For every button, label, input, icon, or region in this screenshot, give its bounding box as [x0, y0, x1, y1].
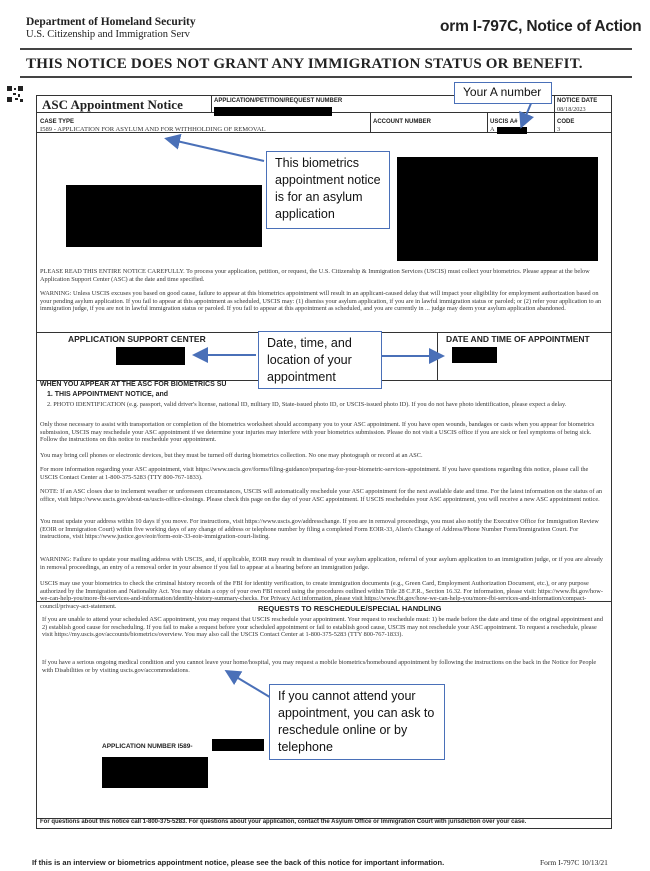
- case-type-label: CASE TYPE: [40, 119, 75, 125]
- footer-note: If this is an interview or biometrics appointment notice, please see the back of this notice for important information.: [32, 858, 445, 867]
- callout-biometrics: This biometrics appointment notice is for an asylum application: [266, 151, 390, 229]
- asc-label: APPLICATION SUPPORT CENTER: [68, 334, 206, 344]
- notice-date: 08/18/2023: [557, 106, 586, 113]
- callout-date-time: Date, time, and location of your appointment: [258, 331, 382, 389]
- homebound-paragraph: If you have a serious ongoing medical condition and you cannot leave your home/hospital, you may request a mobile biometrics/homebound appointment by following the instructions on the back in the Notice for People with Disabilities or by visiting uscis.gov/accommodations.: [42, 659, 597, 674]
- paragraph-devices: You may bring cell phones or electronic devices, but they must be turned off during biometrics collection. No one may photograph or record at an ASC.: [40, 452, 423, 459]
- questions-line: For questions about this notice call 1-800-375-5283. For questions about your application, contact the Asylum Office or Immigration Court with jurisdiction over your case.: [40, 819, 527, 825]
- arrow-a-number: [522, 101, 532, 125]
- callout-reschedule: If you cannot attend your appointment, you can ask to reschedule online or by telephone: [269, 684, 445, 760]
- read-notice-text: PLEASE READ THIS ENTIRE NOTICE CAREFULLY. To process your application, petition, or request, the U.S. Citizenship & Immigration Services (USCIS) must collect your biometrics. Please appear at the below Application Support Center (ASC) at the date and time specified.: [40, 268, 590, 283]
- sub-agency-name: U.S. Citizenship and Immigration Serv: [26, 29, 190, 40]
- case-type: I589 - APPLICATION FOR ASYLUM AND FOR WITHHOLDING OF REMOVAL: [40, 126, 266, 133]
- when-appear-heading: WHEN YOU APPEAR AT THE ASC FOR BIOMETRICS SU: [40, 381, 227, 388]
- appointment-date-label: DATE AND TIME OF APPOINTMENT: [446, 334, 590, 344]
- agency-name: Department of Homeland Security: [26, 16, 196, 28]
- paragraph-more-info: For more information regarding your ASC appointment, visit https://www.uscis.gov/forms/filing-guidance/preparing-for-your-biometric-services-appointment. If you have questions regarding this notice, please call the USCIS Contact Center at 1-800-375-5283 (TTY 800-767-1833).: [40, 466, 589, 481]
- reschedule-paragraph: If you are unable to attend your scheduled ASC appointment, you may request that USCIS reschedule your appointment. Your request to reschedule must: 1) be made before the date and time of the original appointment and 2) establish good cause for rescheduling. If you fail to make a request before your scheduled appointment or fail to establish good cause, USCIS may not reschedule your ASC appointment. To request a reschedule, please visit https://my.uscis.gov/accounts/biometrics/overview. You may also call the USCIS Contact Center at 1-800-375-5283 (TTY 800-767-1833).: [42, 616, 603, 639]
- status-banner: THIS NOTICE DOES NOT GRANT ANY IMMIGRATION STATUS OR BENEFIT.: [26, 56, 583, 72]
- uscis-a-label: USCIS A#: [490, 119, 518, 125]
- code-value: 3: [557, 126, 561, 133]
- form-title: orm I-797C, Notice of Action: [440, 18, 642, 35]
- uscis-a-prefix: A: [490, 126, 495, 133]
- warning-text: WARNING: Unless USCIS excuses you based on good cause, failure to appear at this biometrics appointment will result in an applicant-caused delay that will impact your eligibility for employment authorization based on your pending asylum application. If you fail to appear at this appointment as scheduled, USCIS may: (1) dismiss your asylum application, if you are in lawful immigration status or paroled; or (2) refer your application to an immigration judge, if you are not in lawful immigration status or paroled. If you fail to appear at this appointment as scheduled, and you are currently in ... judge may deem your asylum application abandoned.: [40, 290, 602, 313]
- code-label: CODE: [557, 119, 575, 125]
- account-label: ACCOUNT NUMBER: [373, 119, 431, 125]
- paragraph-fbi: USCIS may use your biometrics to check the criminal history records of the FBI for identity verification, to create immigration documents (e.g., Green Card, Employment Authorization Document, etc.), or any purpose authorized by the Immigration and Nationality Act. You may obtain a copy of your own FBI record using the procedures outlined within Title 28 C.F.R., Section 16.32. For information, please visit: https://www.fbi.gov/how-we-can-help-you/more-fbi-services-and-information/identity-history-summary-checks. For Privacy Act information, please visit https://www.fbi.gov/how-we-can-help-you/more-fbi-services-and-information/compact-council/privacy-act-statement.: [40, 580, 603, 610]
- paragraph-address-warning: WARNING: Failure to update your mailing address with USCIS, and, if applicable, EOIR may result in dismissal of your asylum application, referral of your asylum application to an immigration judge, or if you are already in removal proceedings, an entry of a removal order in your absence if you fail to appear at a hearing before an immigration judge.: [40, 556, 603, 571]
- arrow-case-type: [168, 139, 264, 161]
- item-appointment-notice: 1. THIS APPOINTMENT NOTICE, and: [47, 391, 169, 398]
- notice-title: ASC Appointment Notice: [42, 97, 183, 112]
- callout-a-number: Your A number: [454, 82, 552, 104]
- paragraph-companions: Only those necessary to assist with transportation or completion of the biometrics worksheet should accompany you to your ASC appointment. If you have open wounds, bandages or casts when you appear for biometrics submission, USCIS may reschedule your ASC appointment if we determine your injuries may interfere with your biometrics submission. Please do not visit a USCIS office if you are sick or feel symptoms of being sick. Follow the instructions on this notice to reschedule your appointment.: [40, 421, 595, 444]
- application-number-label: APPLICATION NUMBER I589-: [102, 743, 193, 750]
- paragraph-address-update: You must update your address within 10 days if you move. For instructions, visit https://www.uscis.gov/addresschange. If you are in removal proceedings, you must also notify the Executive Office for Immigration Review (EOIR or Immigration Court) within five working days of any change of address or telephone number by filing a completed Form EOIR-33, Alien's Change of Address/Phone Number Form/Immigration Court. For instructions, visit https://www.justice.gov/eoir/form-eoir-33-eoir-immigration-court-listing.: [40, 518, 599, 541]
- notice-date-label: NOTICE DATE: [557, 98, 598, 104]
- reschedule-heading: REQUESTS TO RESCHEDULE/SPECIAL HANDLING: [258, 604, 442, 613]
- receipt-label: APPLICATION/PETITION/REQUEST NUMBER: [214, 98, 343, 104]
- item-photo-id: 2. PHOTO IDENTIFICATION (e.g. passport, valid driver's license, national ID, military ID, State-issued photo ID, or USCIS-issued photo ID). If you do not have photo identification, please expect a delay.: [47, 401, 567, 408]
- paragraph-closures: NOTE: If an ASC closes due to inclement weather or unforeseen circumstances, USCIS will automatically reschedule your ASC appointment for the next available date and time. For the latest information on the status of an office, visit https://www.uscis.gov/about-us/uscis-office-closings. Please check this page on the day of your ASC appointment. If USCIS reschedules your ASC appointment, you will receive a new ASC appointment notice.: [40, 488, 603, 503]
- form-number: Form I-797C 10/13/21: [540, 858, 608, 867]
